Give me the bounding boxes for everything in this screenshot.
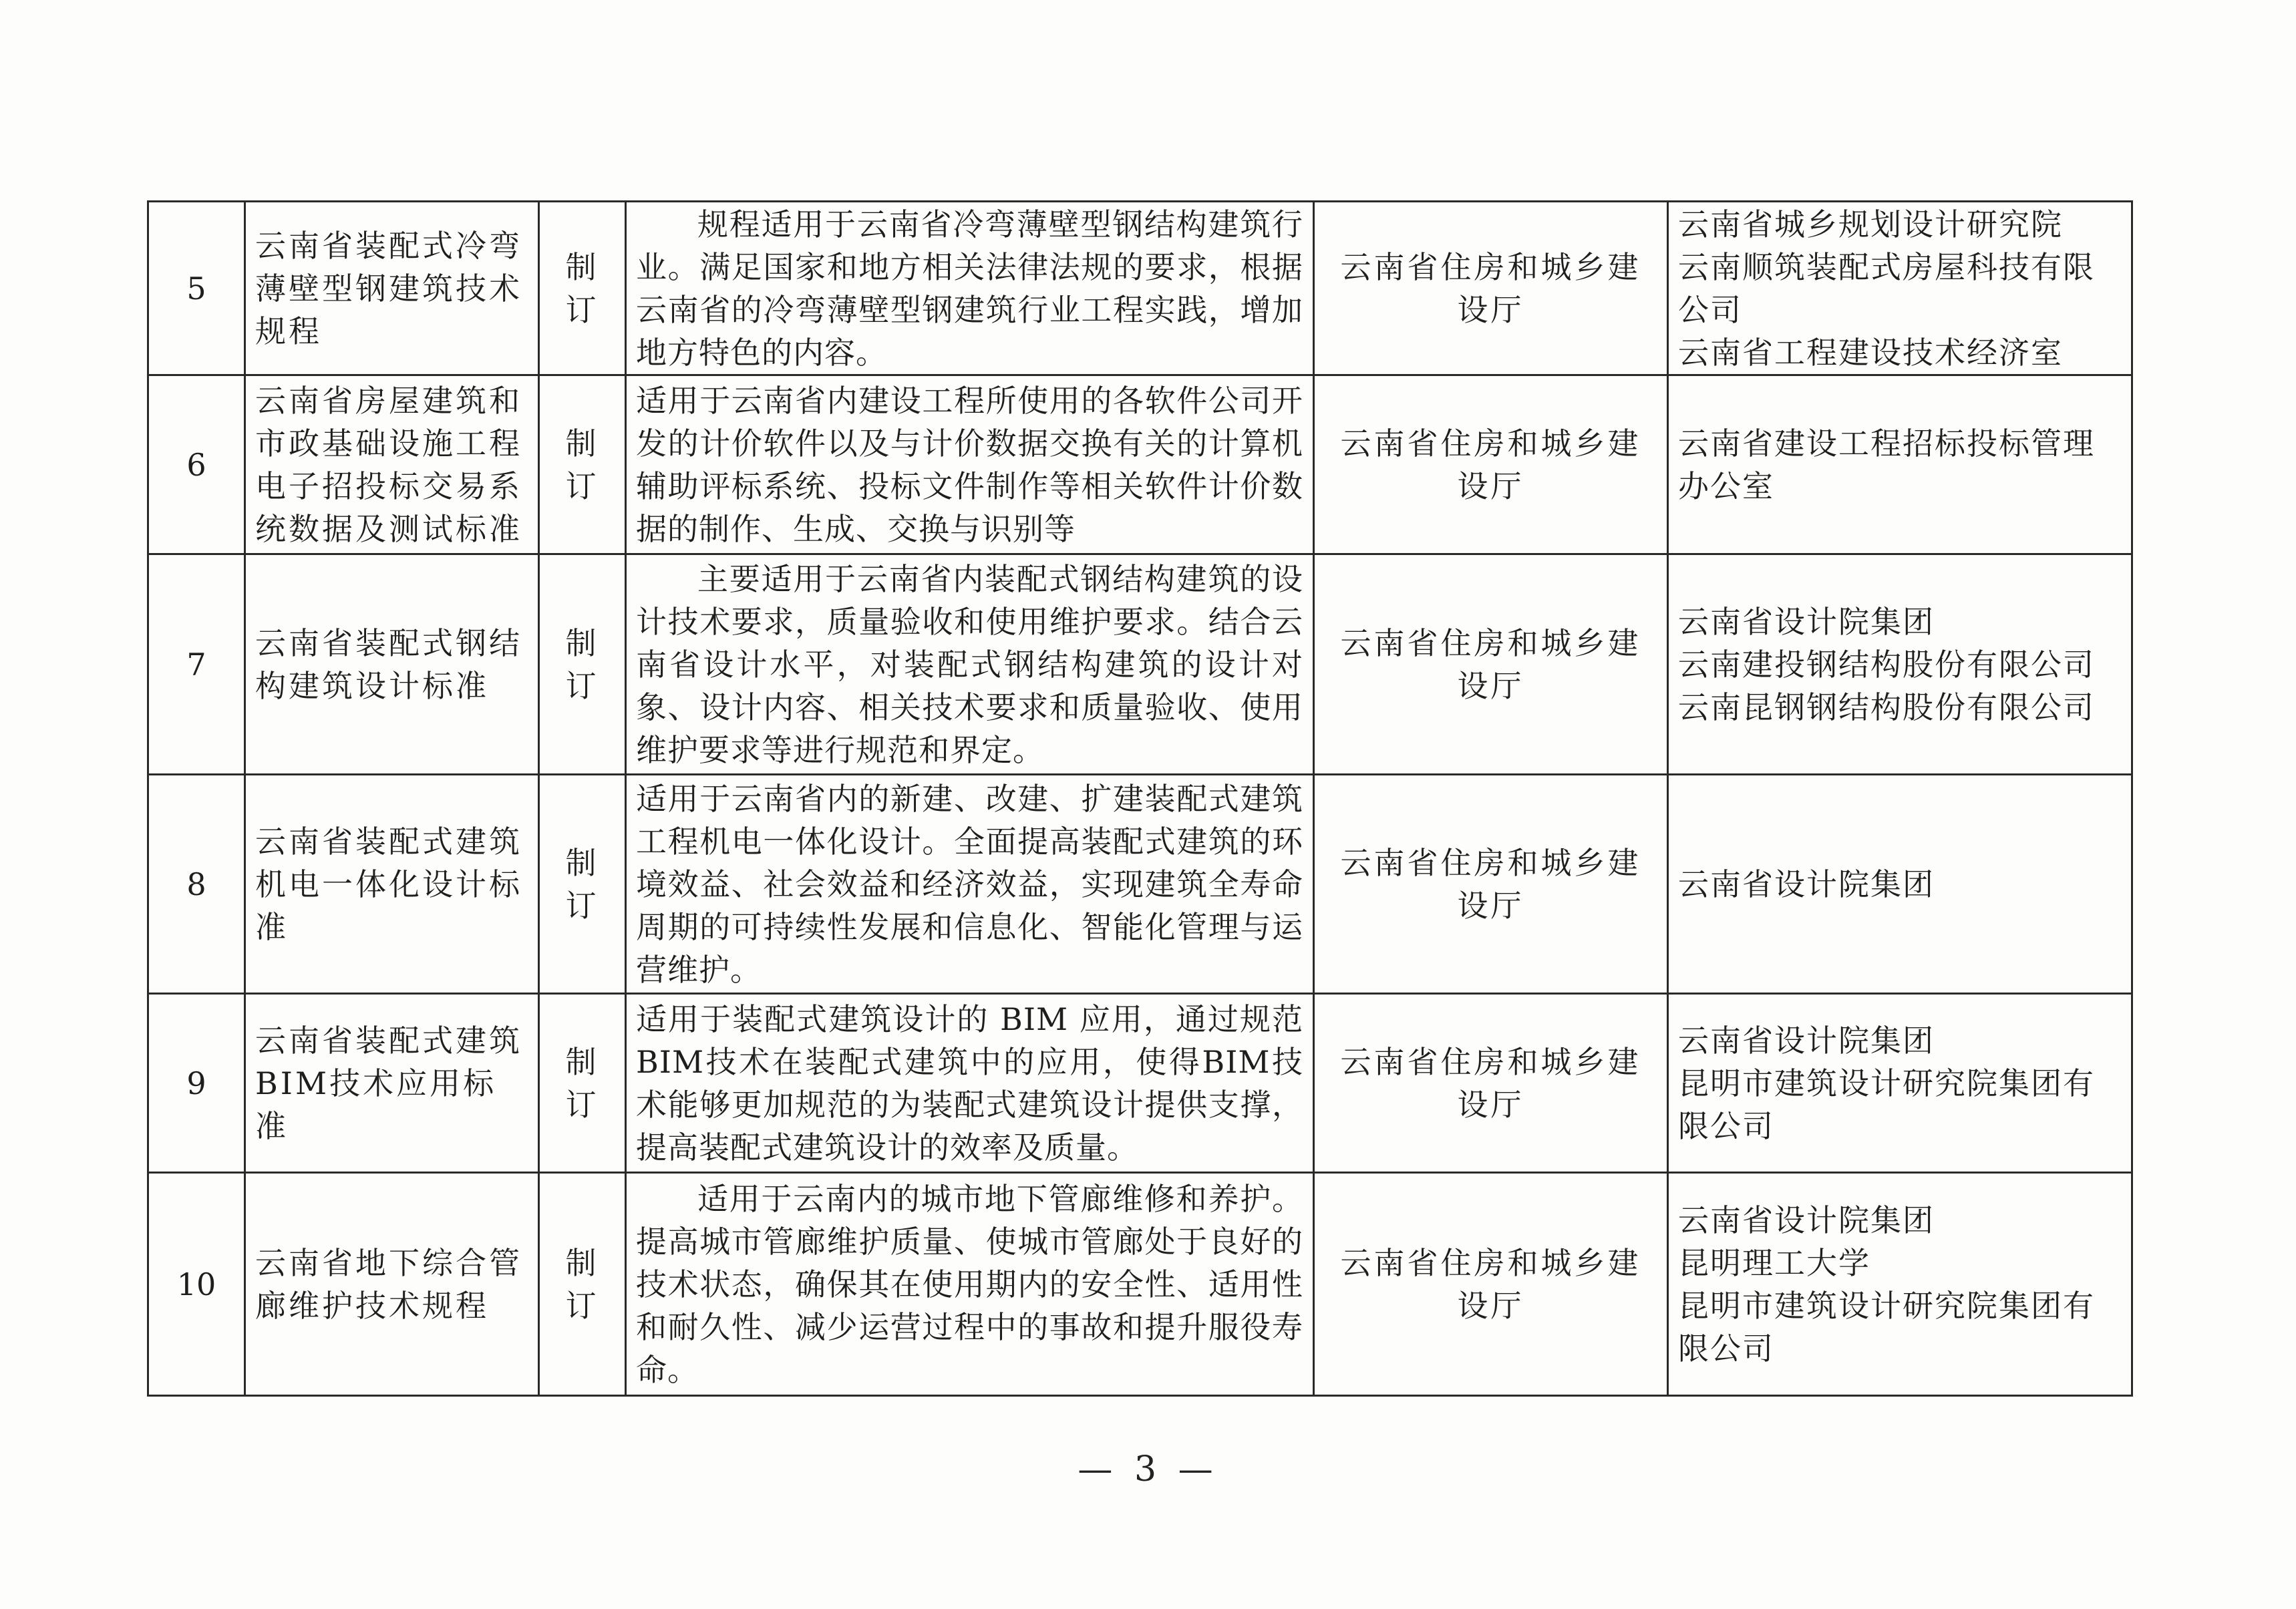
responsible-department: 云南省住房和城乡建设厅 (1314, 375, 1668, 554)
row-number: 6 (148, 375, 245, 554)
table-row (148, 1173, 2132, 1396)
standard-description: 适用于云南内的城市地下管廊维修和养护。提高城市管廊维护质量、使城市管廊处于良好的技术状态，确保其在使用期内的安全性、适用性和耐久性、减少运营过程中的事故和提升服役寿命。 (626, 1173, 1314, 1396)
drafting-organizations (1668, 775, 2132, 994)
drafting-organizations (1668, 1173, 2132, 1396)
responsible-department: 云南省住房和城乡建设厅 (1314, 994, 1668, 1173)
organization: 昆明市建筑设计研究院集团有限公司 (1678, 1065, 2095, 1144)
standard-type: 制订 (539, 994, 626, 1173)
table-row (148, 994, 2132, 1173)
organization: 云南省设计院集团 (1678, 866, 1935, 902)
standard-type: 制订 (539, 202, 626, 375)
drafting-organizations (1668, 554, 2132, 775)
standard-description: 规程适用于云南省冷弯薄壁型钢结构建筑行业。满足国家和地方相关法律法规的要求，根据云南省的冷弯薄壁型钢建筑行业工程实践，增加地方特色的内容。 (626, 202, 1314, 375)
responsible-department: 云南省住房和城乡建设厅 (1314, 1173, 1668, 1396)
standard-name: 云南省装配式建筑机电一体化设计标准 (245, 775, 539, 994)
organization: 云南省设计院集团 (1678, 603, 1935, 640)
table-row (148, 775, 2132, 994)
table-row (148, 375, 2132, 554)
standard-name: 云南省装配式建筑BIM技术应用标准 (245, 994, 539, 1173)
drafting-organizations (1668, 994, 2132, 1173)
organization: 昆明理工大学 (1678, 1244, 1870, 1281)
organization: 云南顺筑装配式房屋科技有限公司 (1678, 248, 2095, 328)
responsible-department: 云南省住房和城乡建设厅 (1314, 554, 1668, 775)
standard-name: 云南省装配式钢结构建筑设计标准 (245, 554, 539, 775)
organization: 云南省建设工程招标投标管理办公室 (1678, 425, 2095, 504)
organization: 云南省工程建设技术经济室 (1678, 334, 2063, 371)
table-row (148, 202, 2132, 375)
organization: 云南省设计院集团 (1678, 1202, 1935, 1238)
row-number: 5 (148, 202, 245, 375)
standard-description: 适用于装配式建筑设计的 BIM 应用，通过规范BIM技术在装配式建筑中的应用，使得BIM技术能够更加规范的为装配式建筑设计提供支撑，提高装配式建筑设计的效率及质量。 (626, 994, 1314, 1173)
standard-type: 制订 (539, 1173, 626, 1396)
responsible-department: 云南省住房和城乡建设厅 (1314, 202, 1668, 375)
row-number: 10 (148, 1173, 245, 1396)
organization: 云南省设计院集团 (1678, 1022, 1935, 1059)
organization: 云南省城乡规划设计研究院 (1678, 206, 2063, 242)
drafting-organizations (1668, 375, 2132, 554)
drafting-organizations (1668, 202, 2132, 375)
organization: 昆明市建筑设计研究院集团有限公司 (1678, 1287, 2095, 1367)
table-row (148, 554, 2132, 775)
standard-name: 云南省地下综合管廊维护技术规程 (245, 1173, 539, 1396)
standard-description: 适用于云南省内建设工程所使用的各软件公司开发的计价软件以及与计价数据交换有关的计算机辅助评标系统、投标文件制作等相关软件计价数据的制作、生成、交换与识别等 (626, 375, 1314, 554)
standard-name: 云南省装配式冷弯薄壁型钢建筑技术规程 (245, 202, 539, 375)
responsible-department: 云南省住房和城乡建设厅 (1314, 775, 1668, 994)
standard-description: 适用于云南省内的新建、改建、扩建装配式建筑工程机电一体化设计。全面提高装配式建筑的环境效益、社会效益和经济效益，实现建筑全寿命周期的可持续性发展和信息化、智能化管理与运营维护。 (626, 775, 1314, 994)
standard-type: 制订 (539, 554, 626, 775)
standards-table (147, 200, 2133, 1397)
row-number: 9 (148, 994, 245, 1173)
row-number: 7 (148, 554, 245, 775)
organization: 云南建投钢结构股份有限公司 (1678, 646, 2095, 683)
page-number: — 3 — (1078, 1449, 1218, 1489)
organization: 云南昆钢钢结构股份有限公司 (1678, 689, 2095, 725)
standard-description: 主要适用于云南省内装配式钢结构建筑的设计技术要求，质量验收和使用维护要求。结合云南省设计水平，对装配式钢结构建筑的设计对象、设计内容、相关技术要求和质量验收、使用维护要求等进行规范和界定。 (626, 554, 1314, 775)
row-number: 8 (148, 775, 245, 994)
standard-name: 云南省房屋建筑和市政基础设施工程电子招投标交易系统数据及测试标准 (245, 375, 539, 554)
standard-type: 制订 (539, 375, 626, 554)
standard-type: 制订 (539, 775, 626, 994)
